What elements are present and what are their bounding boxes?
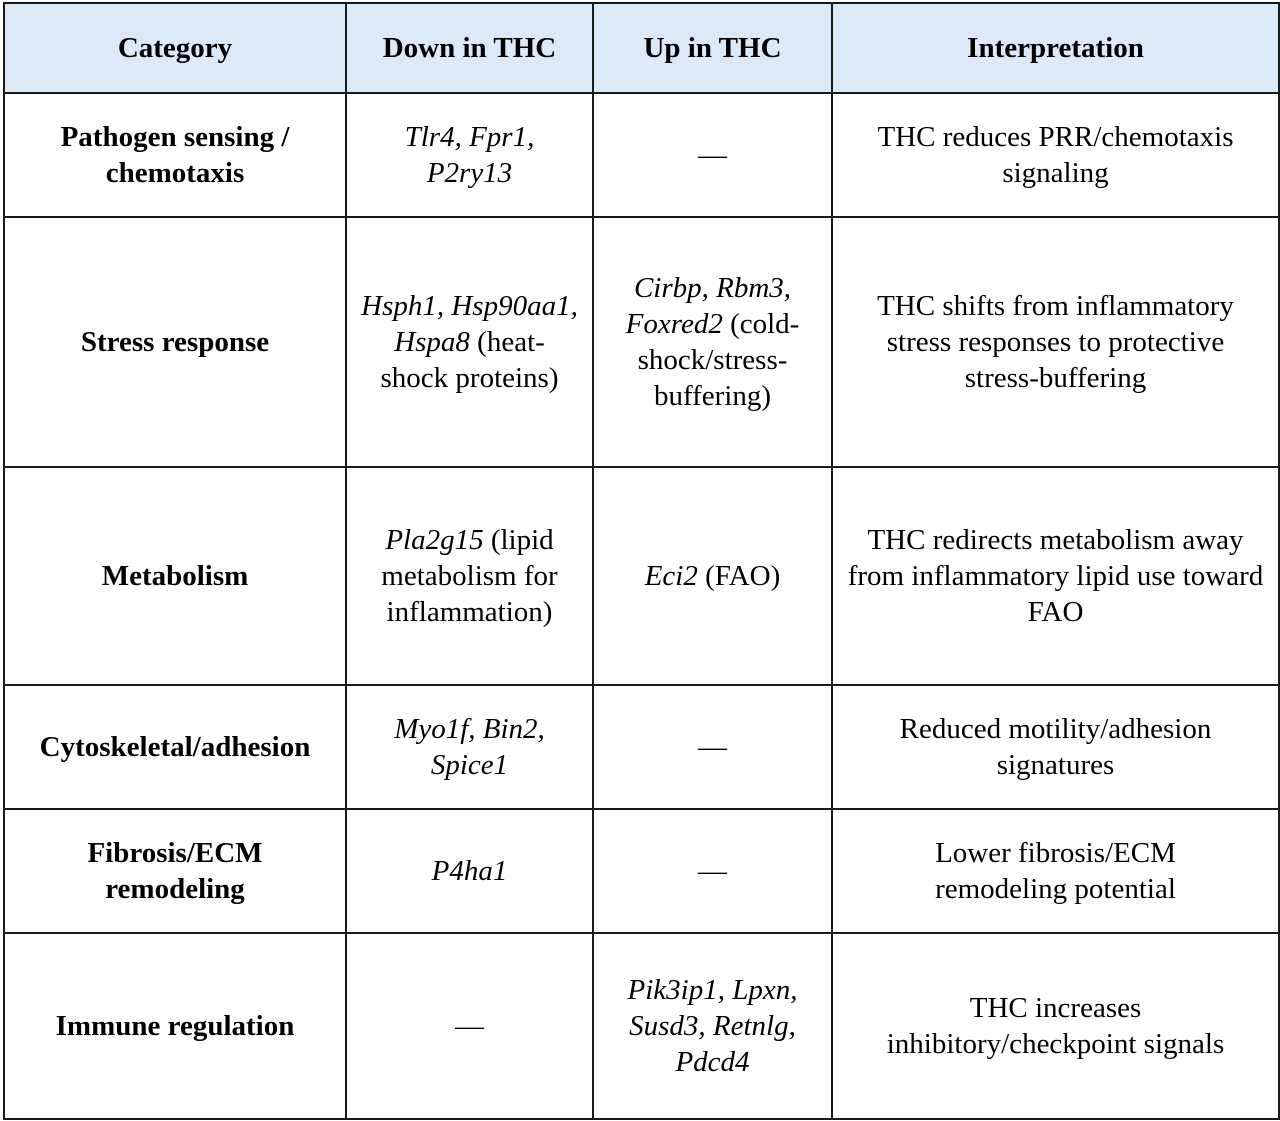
category-cell: Stress response: [4, 217, 346, 467]
gene-list: Pla2g15: [385, 524, 484, 556]
gene-list: Eci2: [644, 560, 698, 592]
gene-list: Cirbp, Rbm3, Foxred2: [625, 272, 792, 340]
up-cell: [593, 93, 832, 217]
down-cell: [346, 93, 593, 217]
header-row: [4, 3, 1279, 93]
gene-list: Myo1f, Bin2, Spice1: [394, 713, 545, 781]
annotation: (heat-shock proteins): [380, 326, 559, 394]
category-cell: Immune regulation: [4, 933, 346, 1119]
table-row: [4, 933, 1279, 1119]
down-cell: [346, 685, 593, 809]
table-row: [4, 467, 1279, 685]
header-category: Category: [4, 3, 346, 93]
down-cell: [346, 217, 593, 467]
empty-dash: —: [455, 1010, 484, 1042]
interpretation-cell: THC increases inhibitory/checkpoint signals: [832, 933, 1279, 1119]
data-table: [3, 2, 1280, 1120]
interpretation-cell: Lower fibrosis/ECM remodeling potential: [832, 809, 1279, 933]
down-cell: [346, 809, 593, 933]
down-cell: [346, 467, 593, 685]
annotation: (lipid metabolism for inflammation): [381, 524, 558, 628]
annotation: (FAO): [697, 560, 781, 592]
interpretation-cell: THC reduces PRR/chemotaxis signaling: [832, 93, 1279, 217]
annotation: (cold-shock/stress-buffering): [637, 308, 800, 412]
up-cell: [593, 685, 832, 809]
table-row: [4, 685, 1279, 809]
empty-dash: —: [698, 139, 727, 171]
up-cell: [593, 467, 832, 685]
category-cell: Metabolism: [4, 467, 346, 685]
empty-dash: —: [698, 855, 727, 887]
category-cell: Cytoskeletal/adhesion: [4, 685, 346, 809]
gene-list: Pik3ip1, Lpxn, Susd3, Retnlg, Pdcd4: [627, 974, 798, 1078]
category-cell: Pathogen sensing / chemotaxis: [4, 93, 346, 217]
interpretation-cell: Reduced motility/adhesion signatures: [832, 685, 1279, 809]
empty-dash: —: [698, 731, 727, 763]
up-cell: [593, 217, 832, 467]
up-cell: [593, 933, 832, 1119]
table-row: [4, 93, 1279, 217]
gene-list: P4ha1: [431, 855, 508, 887]
interpretation-cell: THC shifts from inflammatory stress responses to protective stress-buffering: [832, 217, 1279, 467]
gene-list: Hsph1, Hsp90aa1, Hspa8: [361, 290, 578, 358]
gene-list: Tlr4, Fpr1, P2ry13: [404, 121, 535, 189]
header-down: Down in THC: [346, 3, 593, 93]
header-up: Up in THC: [593, 3, 832, 93]
table-row: [4, 217, 1279, 467]
category-cell: Fibrosis/ECM remodeling: [4, 809, 346, 933]
interpretation-cell: THC redirects metabolism away from inflammatory lipid use toward FAO: [832, 467, 1279, 685]
table-row: [4, 809, 1279, 933]
header-interpretation: Interpretation: [832, 3, 1279, 93]
up-cell: [593, 809, 832, 933]
down-cell: [346, 933, 593, 1119]
